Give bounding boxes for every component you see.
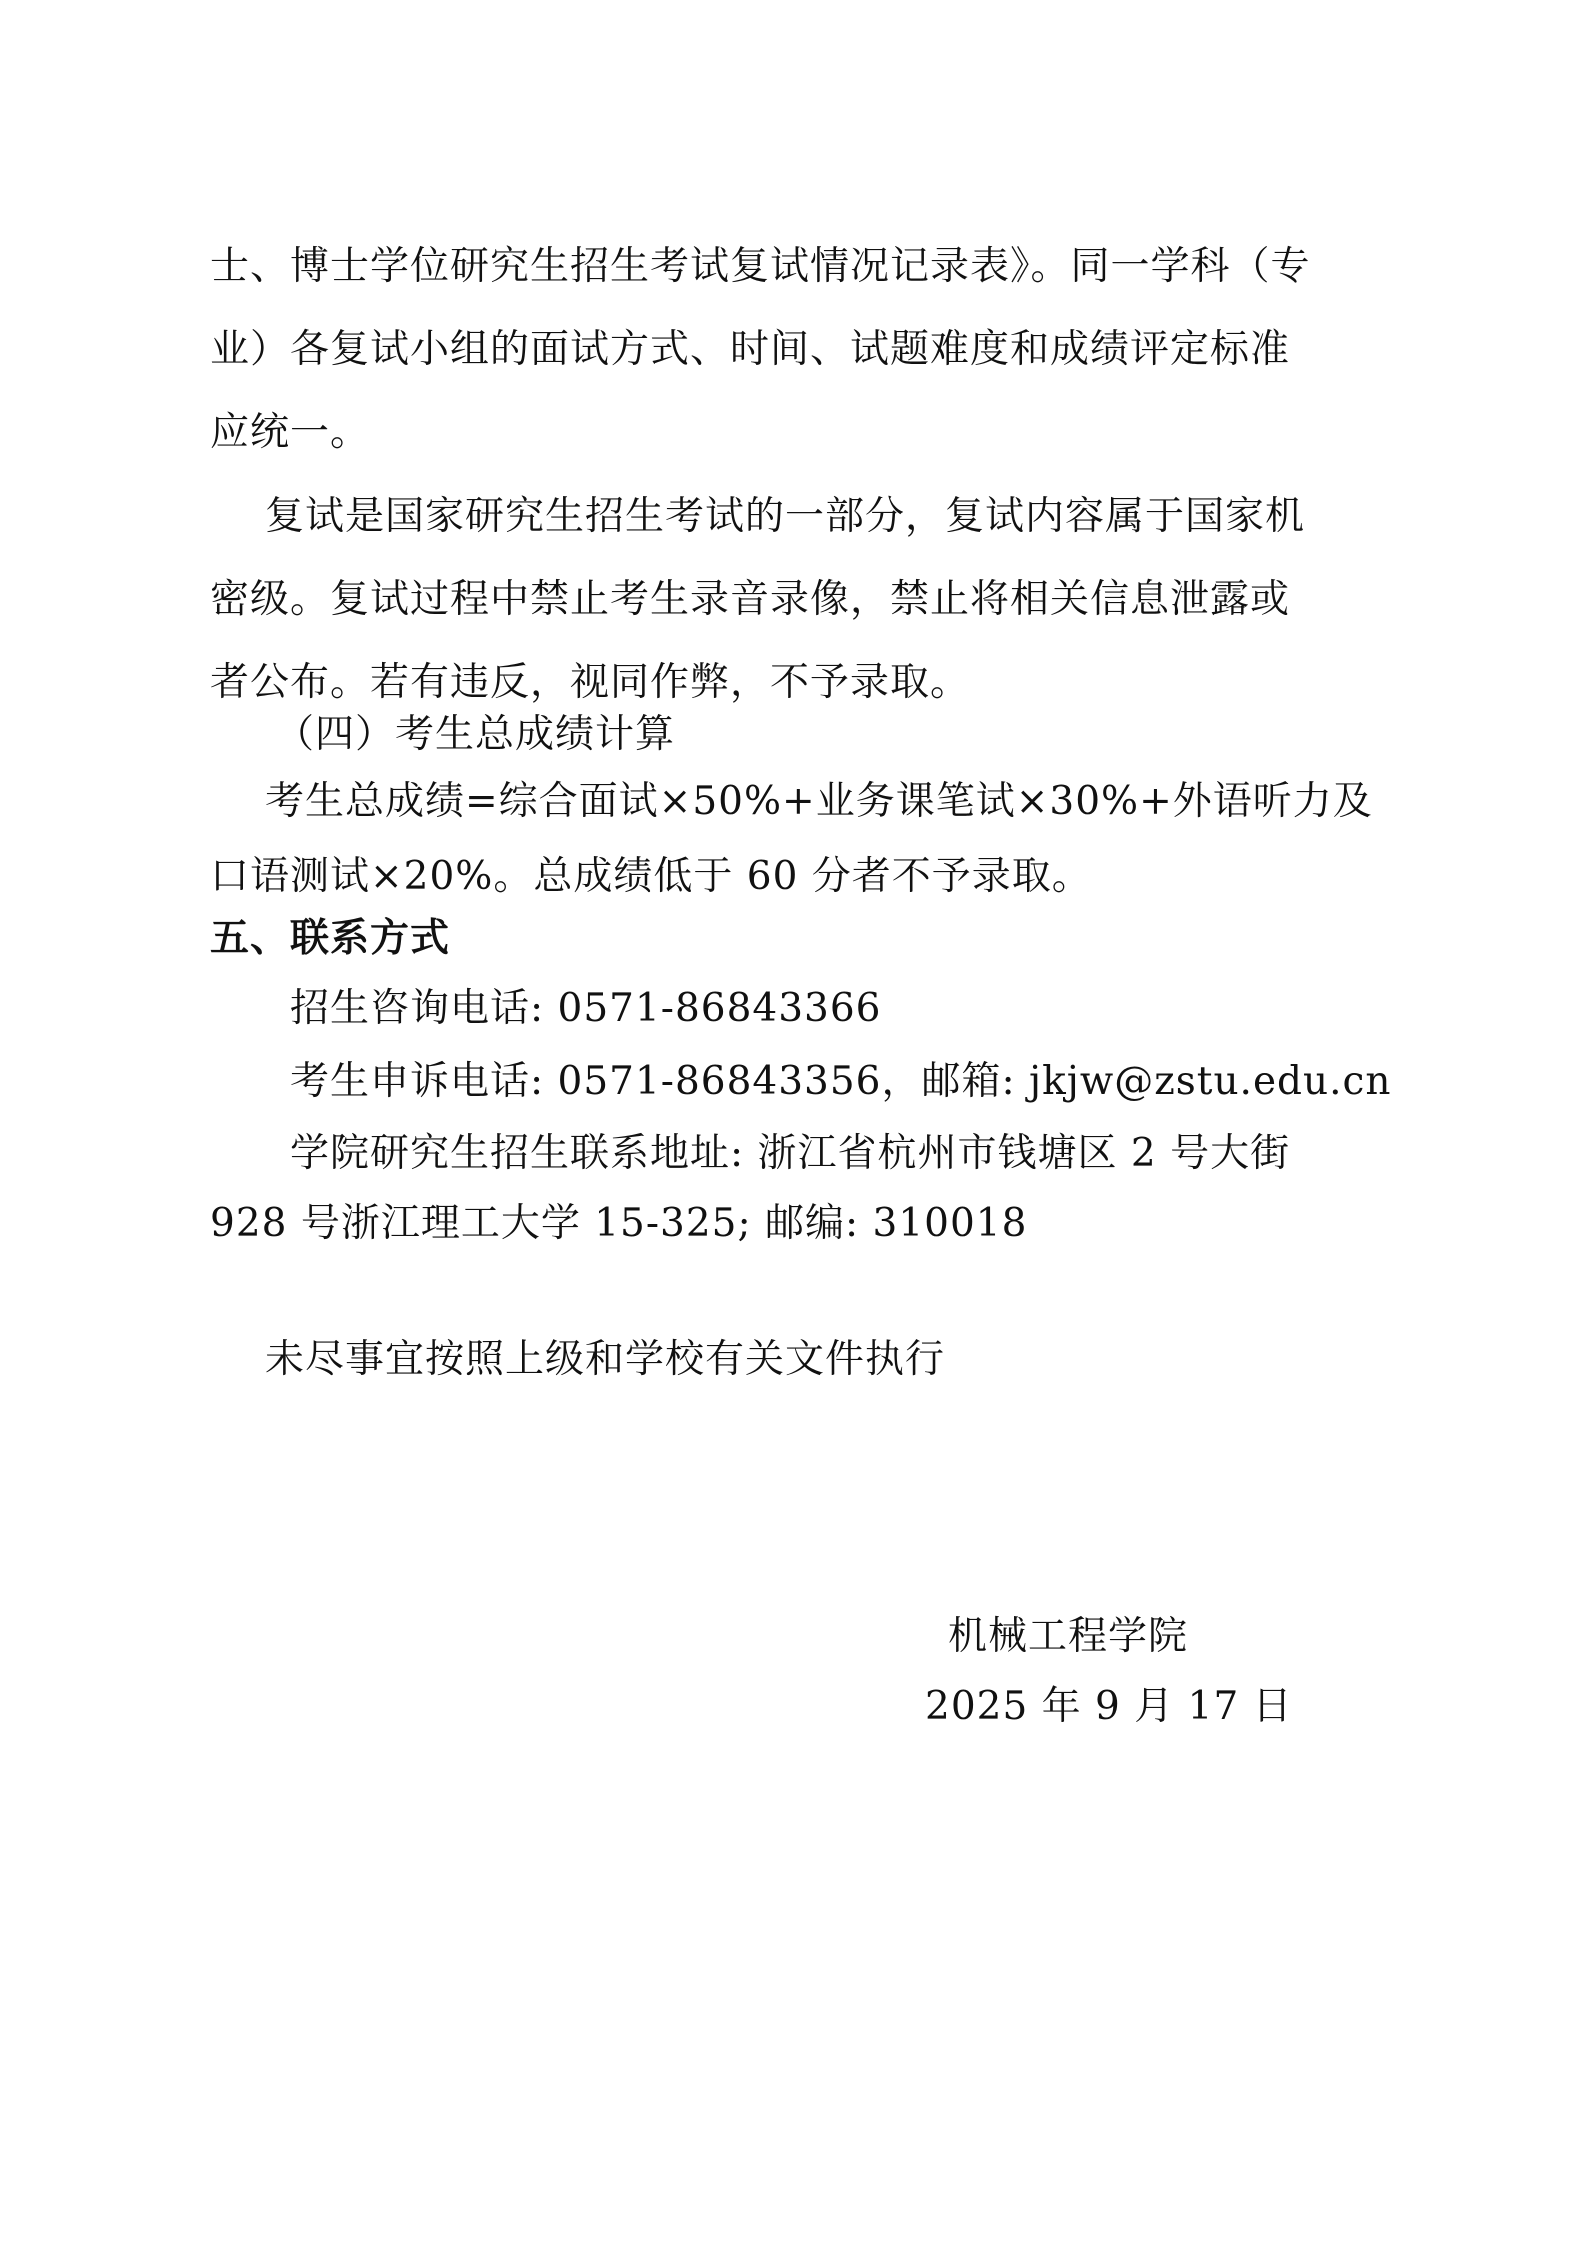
paragraph-line: 业）各复试小组的面试方式、时间、试题难度和成绩评定标准 [210,327,1291,372]
closing-note: 未尽事宜按照上级和学校有关文件执行 [265,1337,946,1382]
paragraph-line: 应统一。 [210,410,371,455]
paragraph-line: 口语测试×20%。总成绩低于 60 分者不予录取。 [210,854,1092,899]
signature-date: 2025 年 9 月 17 日 [925,1684,1293,1729]
signature-organization: 机械工程学院 [948,1614,1189,1659]
complaint-phone-email-line: 考生申诉电话: 0571-86843356，邮箱: jkjw@zstu.edu.cn [290,1059,1392,1104]
paragraph-line: 者公布。若有违反，视同作弊，不予录取。 [210,660,971,705]
address-line: 928 号浙江理工大学 15-325; 邮编: 310018 [210,1201,1028,1246]
address-line: 学院研究生招生联系地址: 浙江省杭州市钱塘区 2 号大街 [290,1131,1291,1176]
paragraph-line: 士、博士学位研究生招生考试复试情况记录表》。同一学科（专 [210,244,1311,289]
section-5-heading: 五、联系方式 [210,916,451,961]
paragraph-line: 考生总成绩=综合面试×50%+业务课笔试×30%+外语听力及 [265,779,1373,824]
section-4-heading: （四）考生总成绩计算 [275,712,676,757]
paragraph-line: 密级。复试过程中禁止考生录音录像，禁止将相关信息泄露或 [210,577,1291,622]
admission-phone-line: 招生咨询电话: 0571-86843366 [290,986,882,1031]
paragraph-line: 复试是国家研究生招生考试的一部分，复试内容属于国家机 [265,494,1306,539]
